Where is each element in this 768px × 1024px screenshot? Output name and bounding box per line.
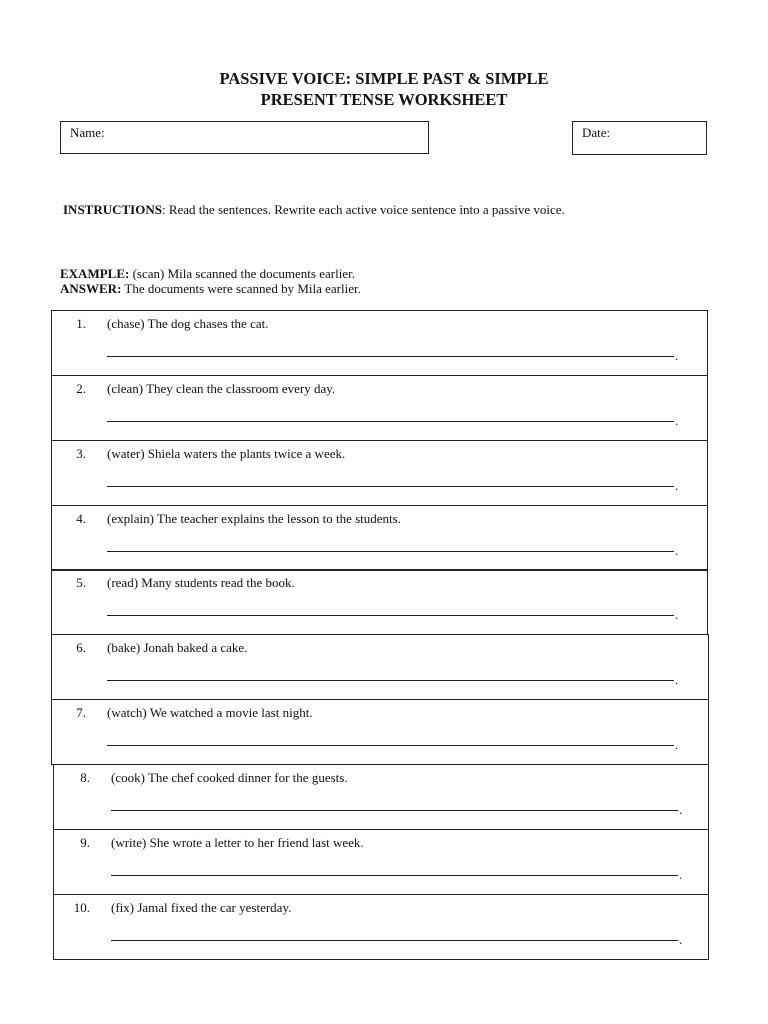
item-number: 9.: [80, 835, 90, 850]
name-field[interactable]: [60, 121, 429, 154]
title-line-1: PASSIVE VOICE: SIMPLE PAST & SIMPLE: [219, 69, 549, 88]
exercise-item: [51, 375, 708, 441]
item-sentence: (read) Many students read the book.: [107, 575, 295, 590]
item-sentence: (bake) Jonah baked a cake.: [107, 640, 248, 655]
example-line: [60, 266, 361, 281]
date-field[interactable]: [572, 121, 707, 155]
answer-line[interactable]: [107, 551, 674, 552]
title-line-2: PRESENT TENSE WORKSHEET: [260, 90, 508, 109]
item-number: 8.: [80, 770, 90, 785]
exercise-item: [51, 310, 708, 376]
instructions: [63, 202, 565, 218]
item-number: 10.: [73, 900, 90, 915]
item-sentence: (clean) They clean the classroom every day.: [107, 381, 336, 396]
example-label: EXAMPLE:: [60, 266, 130, 281]
line-end-period: .: [675, 348, 679, 363]
exercise-item: [53, 829, 709, 895]
line-end-period: .: [679, 867, 683, 882]
item-sentence: (water) Shiela waters the plants twice a week.: [107, 446, 346, 461]
exercise-item: [53, 764, 709, 830]
date-label: Date:: [582, 125, 611, 140]
answer-line[interactable]: [111, 810, 678, 811]
answer-line[interactable]: [107, 745, 674, 746]
line-end-period: .: [675, 737, 679, 752]
answer-line[interactable]: [107, 680, 674, 681]
line-end-period: .: [675, 413, 679, 428]
exercise-item: [51, 569, 708, 635]
item-sentence: (fix) Jamal fixed the car yesterday.: [111, 900, 292, 915]
line-end-period: .: [675, 478, 679, 493]
line-end-period: .: [675, 672, 679, 687]
answer-line[interactable]: [111, 875, 678, 876]
item-number: 1.: [76, 316, 86, 331]
name-label: Name:: [70, 125, 105, 140]
answer-line[interactable]: [107, 421, 674, 422]
item-number: 2.: [76, 381, 86, 396]
item-number: 4.: [76, 511, 86, 526]
answer-line[interactable]: [111, 940, 678, 941]
worksheet-title: [0, 68, 768, 110]
item-sentence: (explain) The teacher explains the lesson to the students.: [107, 511, 401, 526]
answer-line: [60, 281, 361, 296]
instructions-text: : Read the sentences. Rewrite each active voice sentence into a passive voice.: [161, 202, 565, 217]
line-end-period: .: [679, 802, 683, 817]
item-number: 3.: [76, 446, 86, 461]
item-number: 5.: [76, 575, 86, 590]
answer-label: ANSWER:: [60, 281, 122, 296]
item-number: 6.: [76, 640, 86, 655]
line-end-period: .: [675, 543, 679, 558]
answer-line[interactable]: [107, 486, 674, 487]
exercise-item: [51, 505, 708, 571]
exercise-item: [51, 634, 709, 700]
example-text: (scan) Mila scanned the documents earlier.: [129, 266, 355, 281]
answer-text: The documents were scanned by Mila earlier.: [121, 281, 361, 296]
item-sentence: (cook) The chef cooked dinner for the guests.: [111, 770, 348, 785]
answer-line[interactable]: [107, 356, 674, 357]
item-number: 7.: [76, 705, 86, 720]
exercise-item: [51, 699, 709, 765]
item-sentence: (write) She wrote a letter to her friend last week.: [111, 835, 364, 850]
line-end-period: .: [675, 607, 679, 622]
exercise-item: [51, 440, 708, 506]
instructions-label: INSTRUCTIONS: [63, 202, 162, 217]
exercise-item: [53, 894, 709, 960]
item-sentence: (chase) The dog chases the cat.: [107, 316, 269, 331]
example-block: [60, 266, 361, 296]
item-sentence: (watch) We watched a movie last night.: [107, 705, 313, 720]
line-end-period: .: [679, 932, 683, 947]
answer-line[interactable]: [107, 615, 674, 616]
